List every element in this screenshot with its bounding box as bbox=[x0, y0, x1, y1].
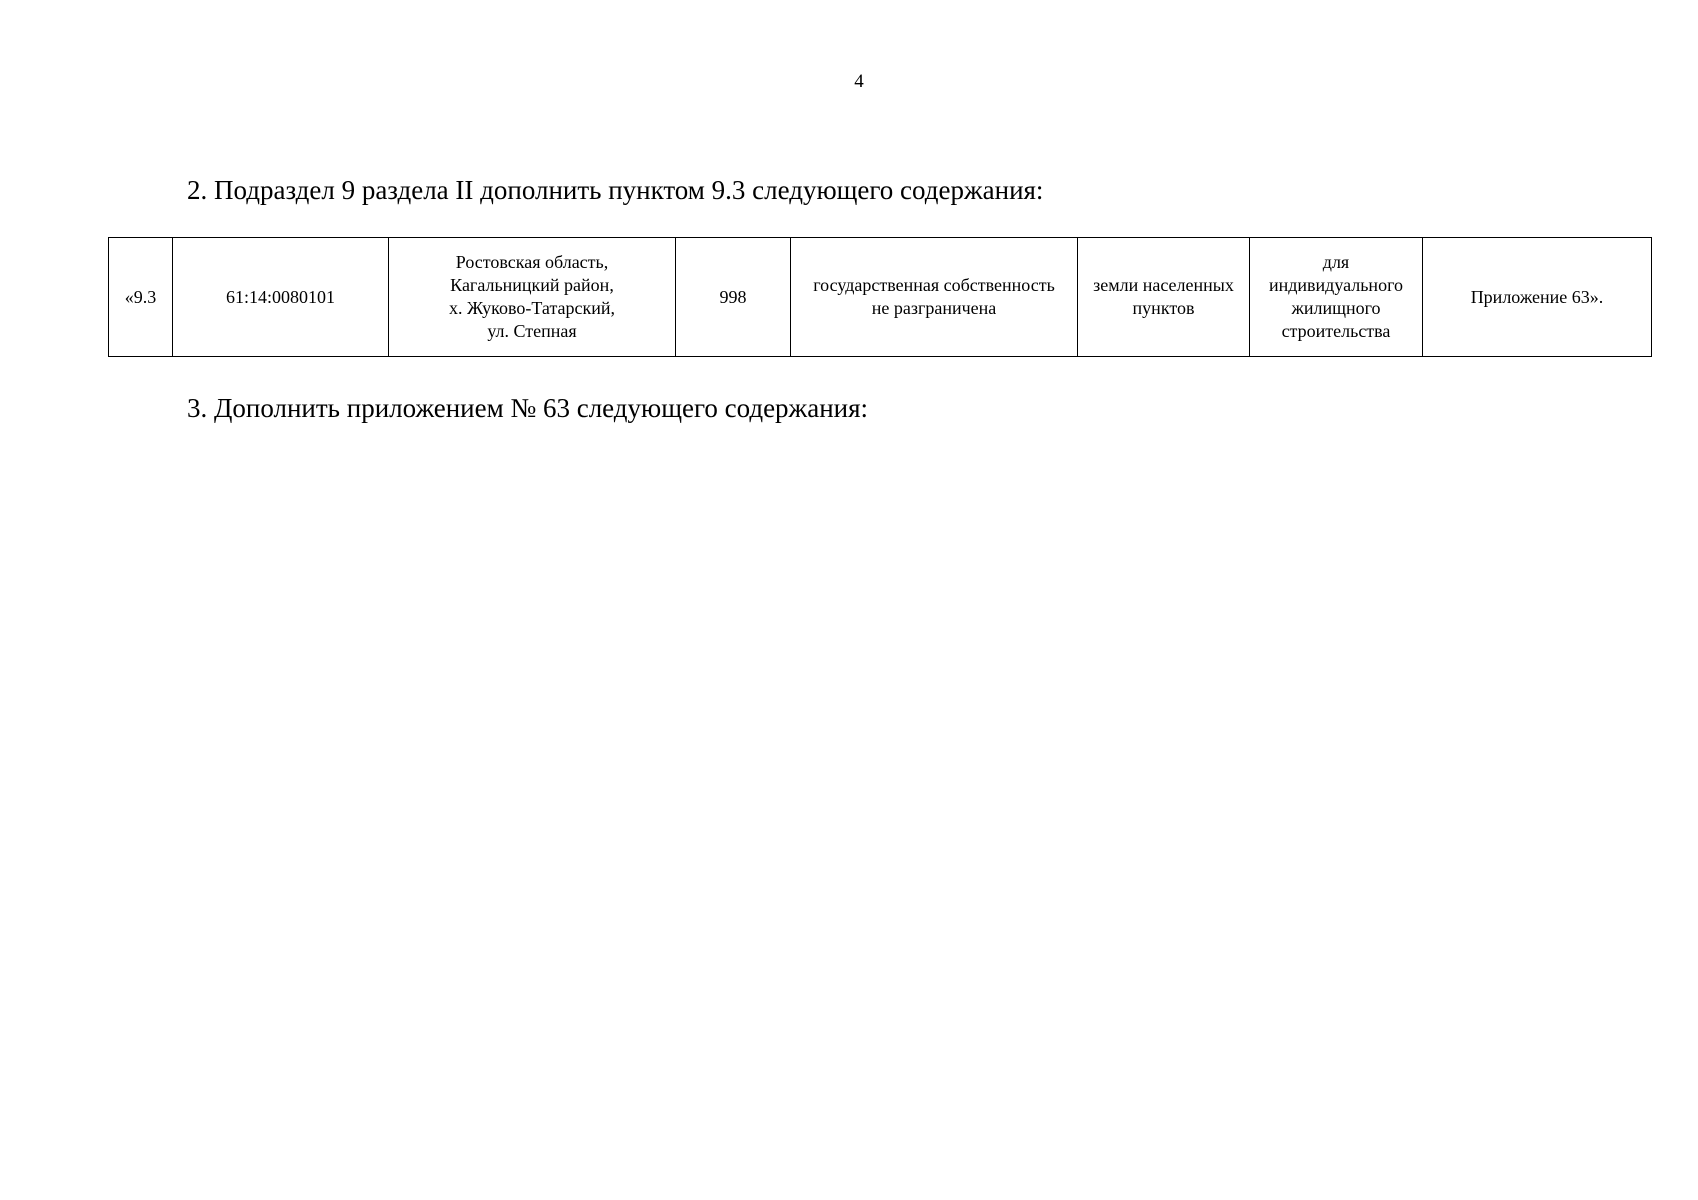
address-line: Ростовская область, bbox=[455, 252, 609, 272]
permitted-use-line: для bbox=[1322, 252, 1350, 272]
land-category-line: земли населенных bbox=[1093, 275, 1234, 295]
land-plot-table bbox=[108, 237, 1652, 357]
page-number: 4 bbox=[854, 71, 864, 92]
paragraph-2: 2. Подраздел 9 раздела II дополнить пунктом 9.3 следующего содержания: bbox=[187, 175, 1044, 205]
cadastral-number-cell: 61:14:0080101 bbox=[173, 238, 389, 357]
address-line: х. Жуково-Татарский, bbox=[448, 298, 616, 318]
land-category-cell bbox=[1078, 238, 1250, 357]
permitted-use-line: индивидуального bbox=[1268, 275, 1403, 295]
table-row bbox=[109, 238, 1652, 357]
ownership-line: не разграничена bbox=[871, 298, 997, 318]
address-line: Кагальницкий район, bbox=[450, 275, 614, 295]
area-cell: 998 bbox=[676, 238, 791, 357]
permitted-use-cell bbox=[1250, 238, 1423, 357]
item-number-cell: «9.3 bbox=[109, 238, 173, 357]
address-line: ул. Степная bbox=[487, 321, 577, 341]
ownership-cell bbox=[791, 238, 1078, 357]
ownership-line: государственная собственность bbox=[813, 275, 1055, 295]
appendix-cell: Приложение 63». bbox=[1423, 238, 1652, 357]
permitted-use-line: жилищного bbox=[1291, 298, 1381, 318]
address-cell bbox=[389, 238, 676, 357]
permitted-use-line: строительства bbox=[1281, 321, 1391, 341]
land-category-line: пунктов bbox=[1132, 298, 1195, 318]
paragraph-3: 3. Дополнить приложением № 63 следующего содержания: bbox=[187, 393, 869, 423]
